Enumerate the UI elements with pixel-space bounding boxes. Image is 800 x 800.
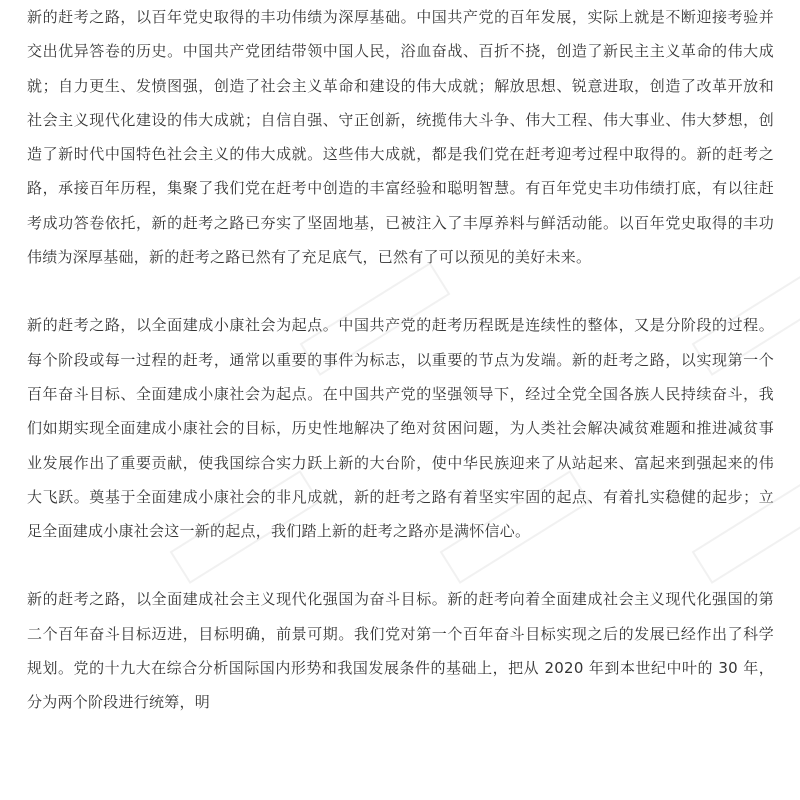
paragraph-2: 新的赶考之路，以全面建成小康社会为起点。中国共产党的赶考历程既是连续性的整体，又是分阶段的过程。每个阶段或每一过程的赶考，通常以重要的事件为标志，以重要的节点为发端。新的赶考之路，以实现第一个百年奋斗目标、全面建成小康社会为起点。在中国共产党的坚强领导下，经过全党全国各族人民持续奋斗，我们如期实现全面建成小康社会的目标，历史性地解决了绝对贫困问题，为人类社会解决减贫难题和推进减贫事业发展作出了重要贡献，使我国综合实力跃上新的大台阶，使中华民族迎来了从站起来、富起来到强起来的伟大飞跃。奠基于全面建成小康社会的非凡成就，新的赶考之路有着坚实牢固的起点、有着扎实稳健的起步；立足全面建成小康社会这一新的起点，我们踏上新的赶考之路亦是满怀信心。 xyxy=(27,316,774,541)
paragraph-3: 新的赶考之路，以全面建成社会主义现代化强国为奋斗目标。新的赶考向着全面建成社会主义现代化强国的第二个百年奋斗目标迈进，目标明确，前景可期。我们党对第一个百年奋斗目标实现之后的发展已经作出了科学规划。党的十九大在综合分析国际国内形势和我国发展条件的基础上，把从 2020 年到本世纪中叶的 30 年，分为两个阶段进行统筹，明 xyxy=(27,590,774,712)
paragraph-1: 新的赶考之路，以百年党史取得的丰功伟绩为深厚基础。中国共产党的百年发展，实际上就是不断迎接考验并交出优异答卷的历史。中国共产党团结带领中国人民，浴血奋战、百折不挠，创造了新民主主义革命的伟大成就；自力更生、发愤图强，创造了社会主义革命和建设的伟大成就；解放思想、锐意进取，创造了改革开放和社会主义现代化建设的伟大成就；自信自强、守正创新，统揽伟大斗争、伟大工程、伟大事业、伟大梦想，创造了新时代中国特色社会主义的伟大成就。这些伟大成就，都是我们党在赶考迎考过程中取得的。新的赶考之路，承接百年历程，集聚了我们党在赶考中创造的丰富经验和聪明智慧。有百年党史丰功伟绩打底，有以往赶考成功答卷依托，新的赶考之路已夯实了坚固地基，已被注入了丰厚养料与鲜活动能。以百年党史取得的丰功伟绩为深厚基础，新的赶考之路已然有了充足底气，已然有了可以预见的美好未来。 xyxy=(27,8,774,267)
